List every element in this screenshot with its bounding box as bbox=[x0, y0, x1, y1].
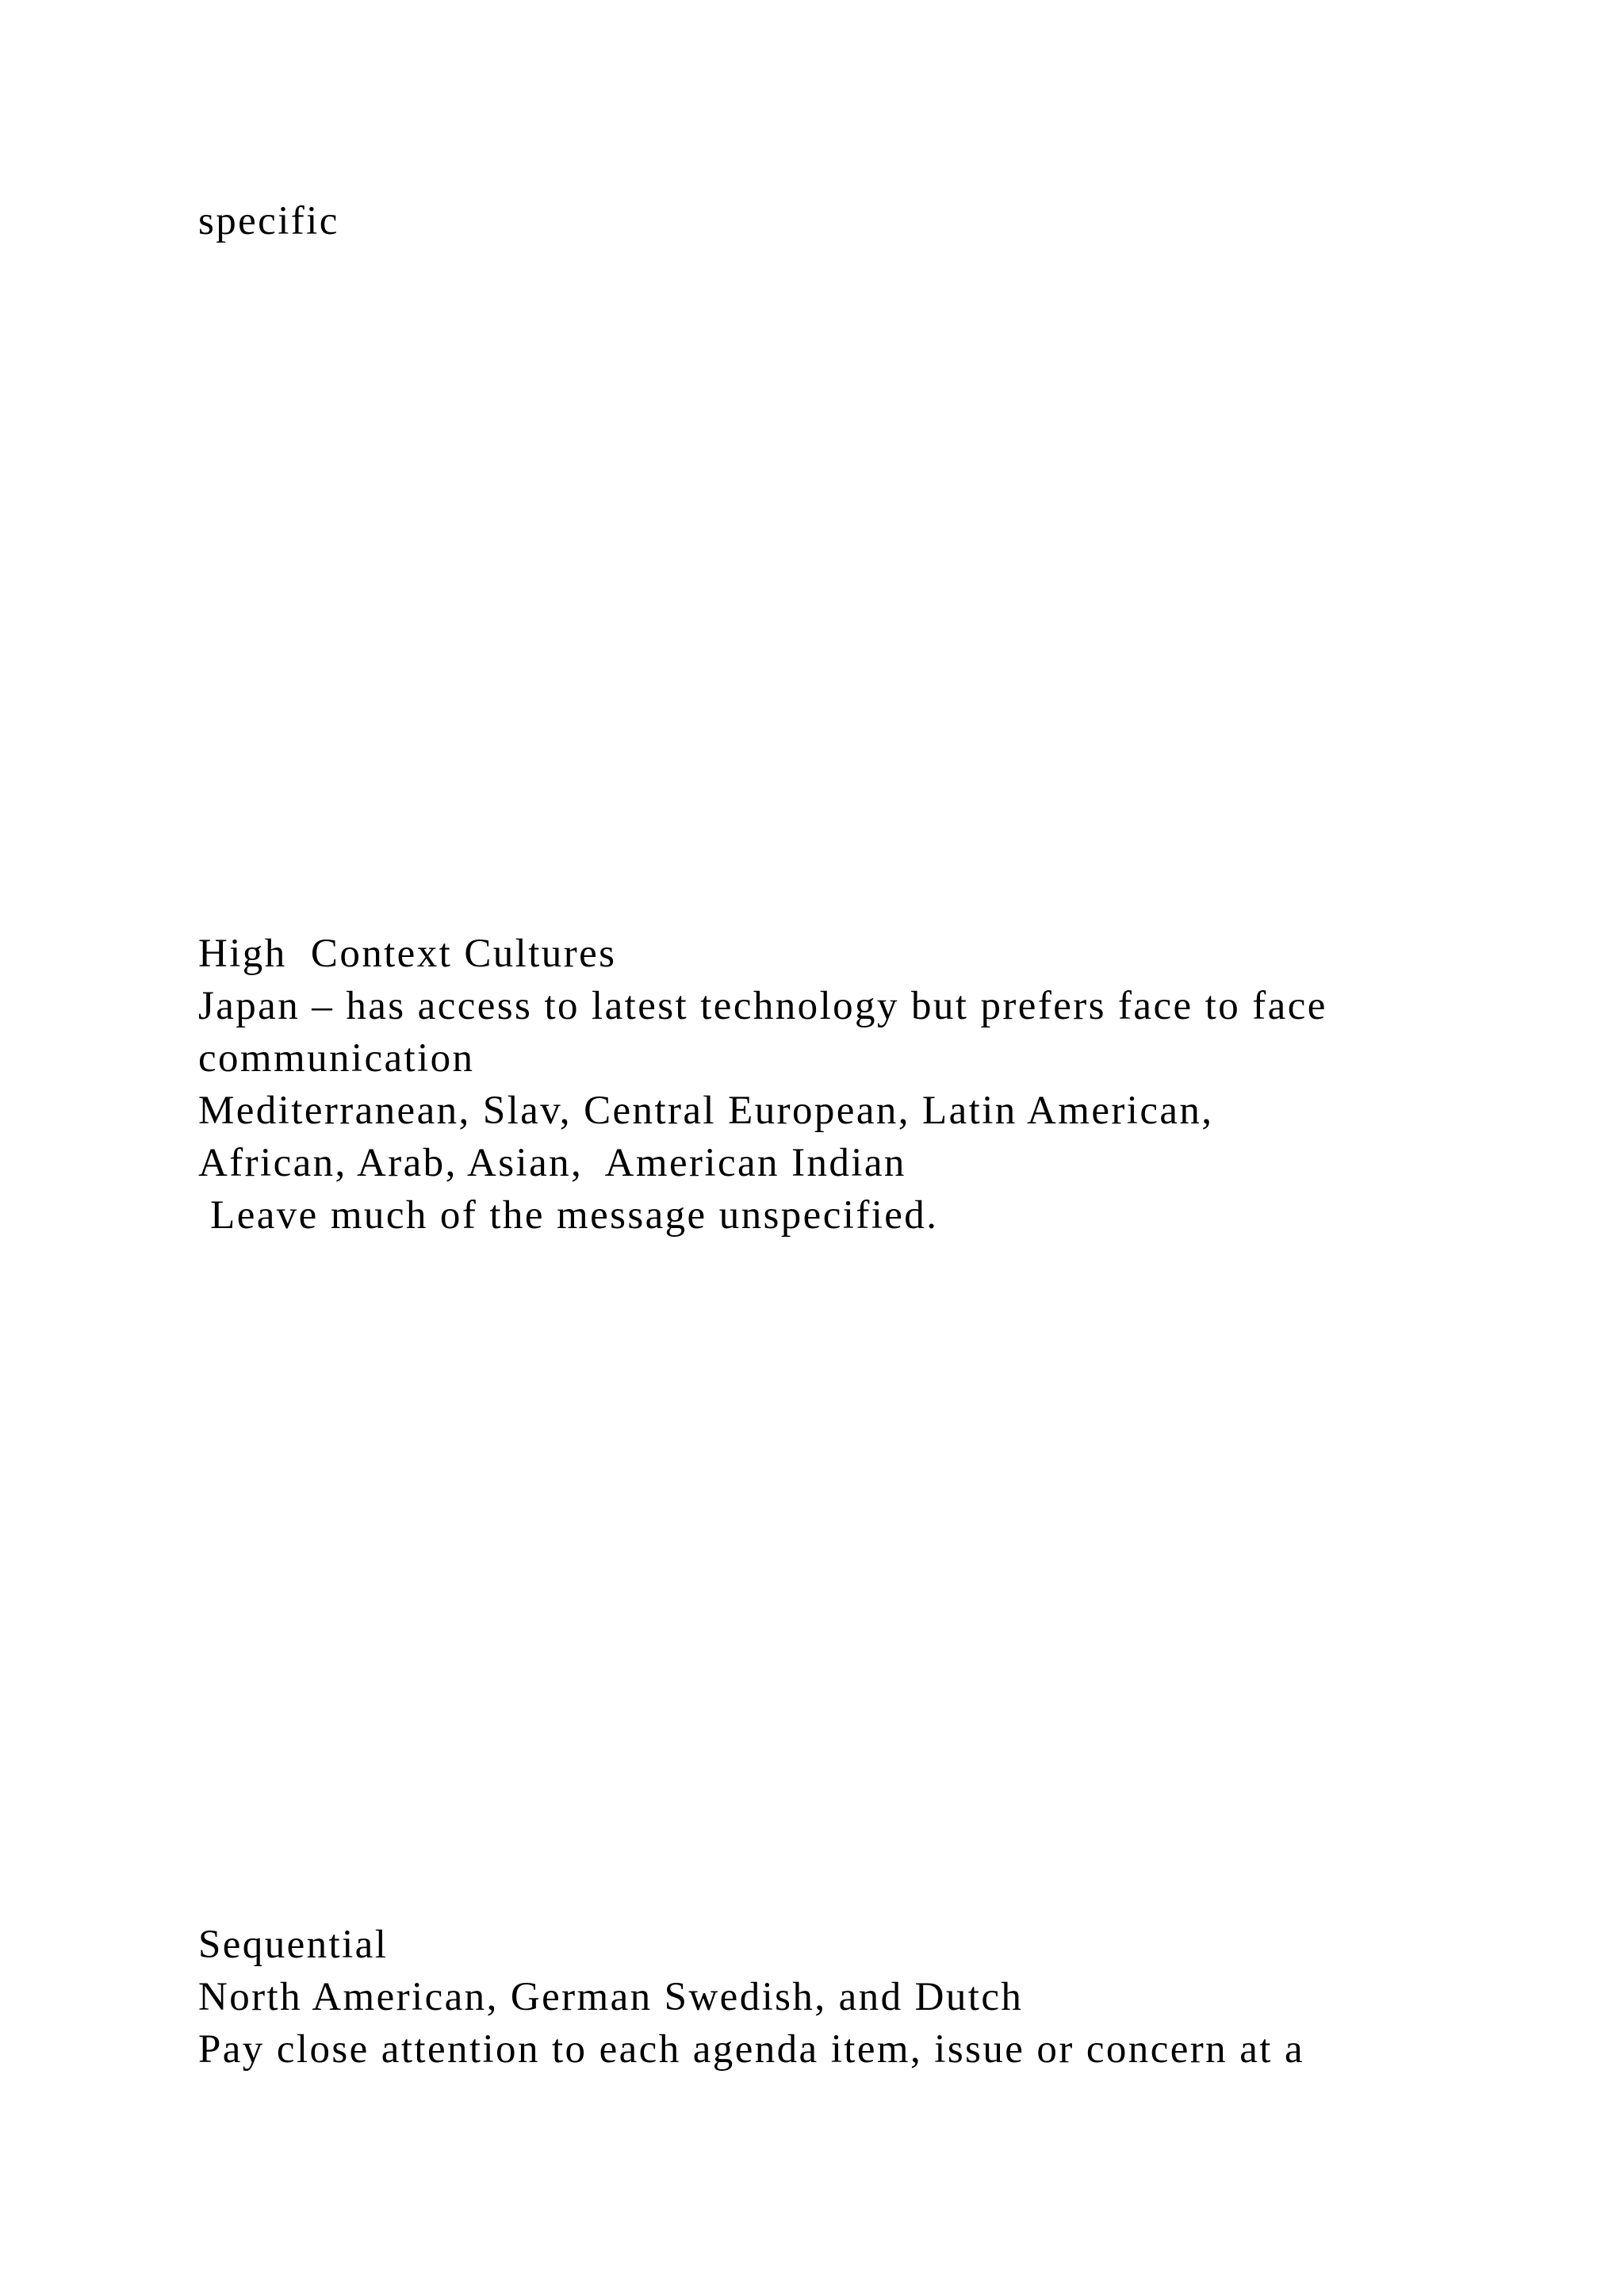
text-line: communication bbox=[198, 1036, 475, 1081]
section-heading: Sequential bbox=[198, 1923, 389, 1967]
text-block-specific bbox=[198, 195, 339, 247]
text-line: specific bbox=[198, 199, 339, 243]
text-block-sequential bbox=[198, 1919, 1304, 2076]
text-line: Leave much of the message unspecified. bbox=[198, 1193, 939, 1238]
text-line: Mediterranean, Slav, Central European, Latin American, bbox=[198, 1089, 1214, 1133]
text-block-high-context-cultures bbox=[198, 928, 1327, 1242]
section-heading: High Context Cultures bbox=[198, 932, 617, 976]
text-line: Pay close attention to each agenda item, issue or concern at a bbox=[198, 2027, 1304, 2072]
text-line: Japan – has access to latest technology but prefers face to face bbox=[198, 984, 1327, 1028]
text-line: North American, German Swedish, and Dutch bbox=[198, 1975, 1024, 2019]
text-line: African, Arab, Asian, American Indian bbox=[198, 1141, 906, 1185]
